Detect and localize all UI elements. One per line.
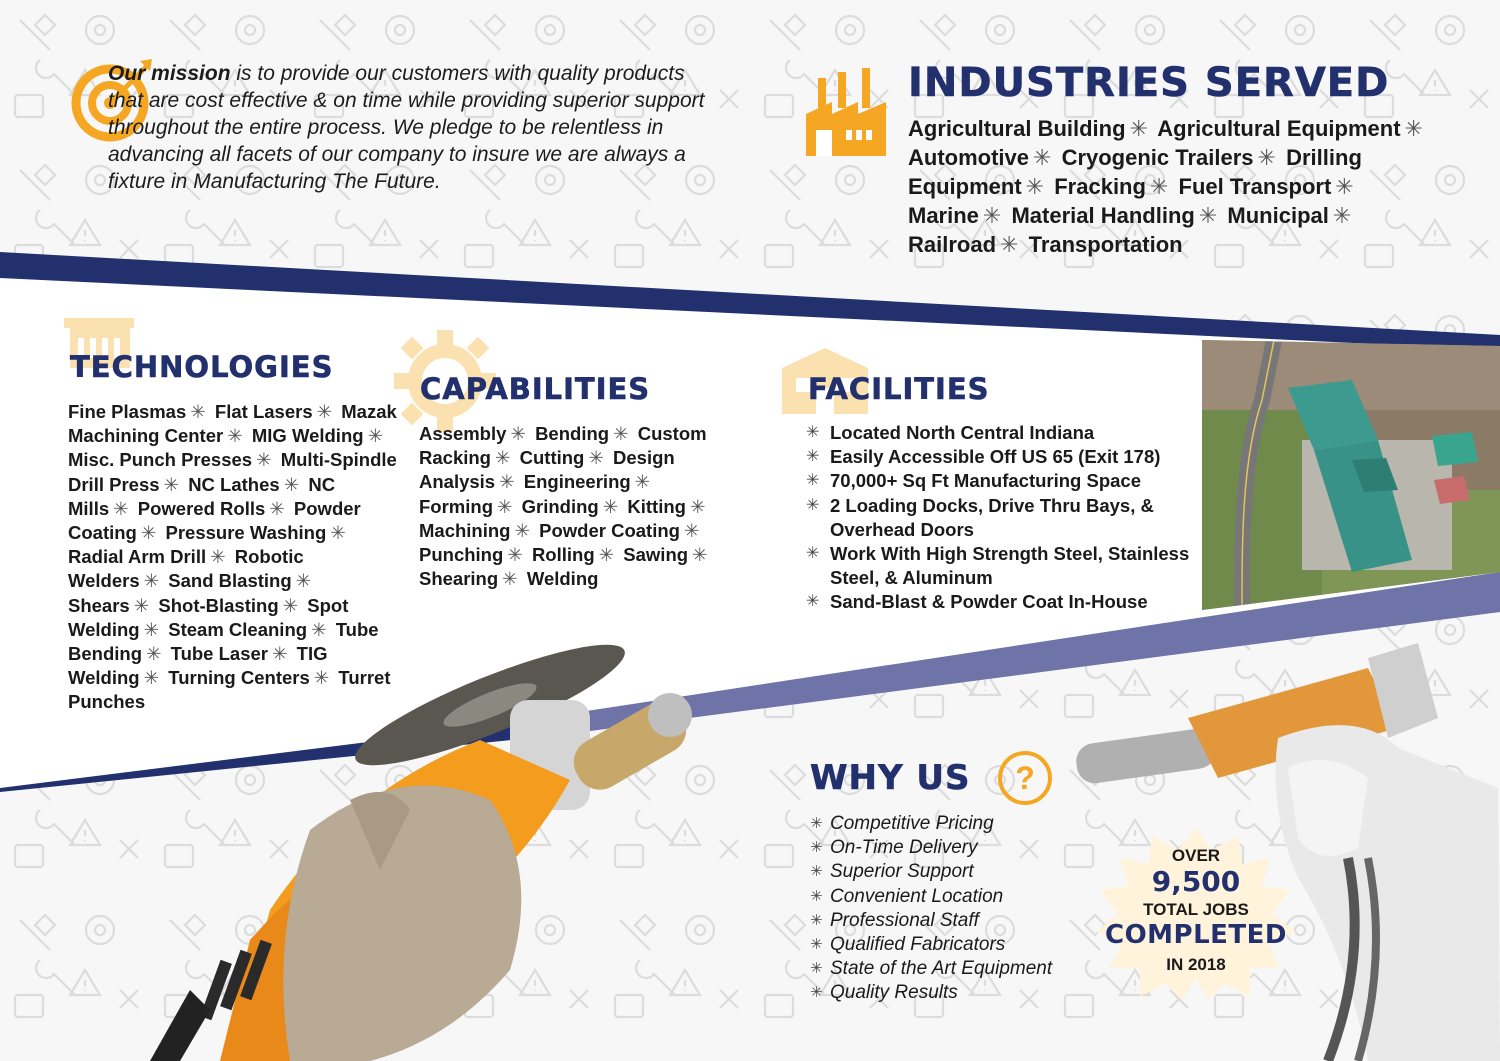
asterisk-separator-icon: ✳ [502,568,518,590]
technology-item: Tube Bending [68,618,379,665]
asterisk-separator-icon: ✳ [367,425,384,447]
asterisk-separator-icon: ✳ [140,522,157,544]
angle-grinder-photo [150,610,710,1061]
technology-item: Turret Punches [68,667,391,713]
industry-item: Agricultural Equipment [1157,116,1401,141]
why-us-item: ✳ Quality Results [810,981,1110,1005]
asterisk-separator-icon: ✳ [313,667,330,689]
mission-text: is to provide our customers with quality products that are cost effective & on time while providing superior support throughout the entire process. We pledge to be relentless in advancing all facets of our company to insure we are always a fixture in Manufacturing The Future. [108,62,705,193]
jobs-completed-badge [1090,828,1302,1000]
capability-item: Assembly [419,423,507,444]
asterisk-separator-icon: ✳ [1198,203,1218,228]
asterisk-separator-icon: ✳ [1404,116,1423,141]
asterisk-separator-icon: ✳ [133,594,150,616]
capabilities-list [419,422,729,591]
technology-item: Powered Rolls [137,497,266,519]
asterisk-separator-icon: ✳ [982,203,1002,228]
asterisk-separator-icon: ✳ [683,519,700,541]
asterisk-separator-icon: ✳ [588,447,604,469]
asterisk-separator-icon: ✳ [1129,116,1148,141]
technology-item: NC Lathes [188,473,280,495]
technology-item: Fine Plasmas [68,401,187,422]
capability-item: Rolling [531,544,595,566]
asterisk-separator-icon: ✳ [634,471,651,493]
facility-item: ✳ Located North Central Indiana [806,421,1196,445]
capabilities-title: CAPABILITIES [420,372,651,406]
industry-item: Fuel Transport [1178,174,1332,199]
badge-year: IN 2018 [1166,955,1226,974]
asterisk-separator-icon: ✳ [598,544,615,566]
asterisk-separator-icon: ✳ [311,618,327,640]
asterisk-separator-icon: ✳ [494,447,511,469]
asterisk-separator-icon: ✳ [146,643,162,665]
capability-item: Engineering [523,471,631,493]
facility-aerial-photo [1202,340,1500,610]
technology-item: Multi-Spindle Drill Press [68,449,397,495]
why-us-item: ✳ Professional Staff [810,909,1110,933]
industry-item: Marine [908,203,979,228]
industries-list [908,114,1448,259]
asterisk-separator-icon: ✳ [269,497,285,519]
capability-item: Forming [419,495,493,517]
capability-item: Cutting [519,447,585,469]
industry-item: Railroad [908,232,997,257]
technology-item: Shears [68,594,130,616]
asterisk-separator-icon: ✳ [689,495,706,517]
technology-item: Shot-Blasting [158,594,279,616]
asterisk-separator-icon: ✳ [143,618,160,640]
facility-item: ✳ 2 Loading Docks, Drive Thru Bays, & Overhead Doors [806,494,1196,542]
asterisk-separator-icon: ✳ [163,473,180,495]
capability-item: Welding [526,568,599,590]
technology-item: TIG Welding [68,643,328,689]
badge-completed: COMPLETED [1104,920,1288,950]
facility-item: ✳ Sand-Blast & Powder Coat In-House [806,590,1196,614]
why-us-list [810,812,1110,1006]
asterisk-separator-icon: ✳ [1000,232,1019,257]
capability-item: Shearing [419,568,499,590]
why-us-item: ✳ Convenient Location [810,885,1110,909]
asterisk-separator-icon: ✳ [499,471,515,493]
asterisk-separator-icon: ✳ [1332,203,1352,228]
mission-lead: Our mission [108,62,231,85]
facility-item: ✳ Work With High Strength Steel, Stainless Steel, & Aluminum [806,542,1196,590]
technology-item: Spot Welding [68,594,349,640]
technology-item: Pressure Washing [165,522,327,544]
badge-over: OVER [1171,846,1221,865]
capability-item: Machining [419,519,511,541]
asterisk-separator-icon: ✳ [497,495,513,517]
capability-item: Sawing [623,544,689,566]
capability-item: Grinding [521,495,599,517]
capability-item: Design Analysis [419,447,675,493]
why-us-item: ✳ Competitive Pricing [810,812,1110,836]
asterisk-separator-icon: ✳ [227,425,243,447]
asterisk-separator-icon: ✳ [283,473,300,495]
badge-number: 9,500 [1151,865,1241,898]
technology-item: Tube Laser [170,643,268,665]
asterisk-separator-icon: ✳ [692,544,708,566]
facility-item: ✳ 70,000+ Sq Ft Manufacturing Space [806,469,1196,493]
asterisk-separator-icon: ✳ [282,594,299,616]
industry-item: Transportation [1028,232,1183,257]
asterisk-separator-icon: ✳ [190,401,206,422]
asterisk-separator-icon: ✳ [1335,174,1354,199]
asterisk-separator-icon: ✳ [113,497,129,519]
industry-item: Agricultural Building [908,116,1126,141]
factory-icon [806,68,896,156]
technology-item: Sand Blasting [168,570,292,592]
technology-item: Turning Centers [168,667,310,689]
asterisk-separator-icon: ✳ [143,667,160,689]
asterisk-separator-icon: ✳ [1149,174,1169,199]
capability-item: Punching [419,544,504,566]
technology-item: MIG Welding [251,425,364,447]
asterisk-separator-icon: ✳ [330,522,346,544]
why-us-item: ✳ State of the Art Equipment [810,957,1110,981]
industries-title: INDUSTRIES SERVED [908,60,1390,106]
mission-statement [108,60,708,195]
asterisk-separator-icon: ✳ [1025,174,1045,199]
industry-item: Municipal [1227,203,1329,228]
asterisk-separator-icon: ✳ [507,544,523,566]
capability-item: Bending [535,423,610,444]
technology-item: Powder Coating [68,497,361,544]
capability-item: Kitting [627,495,686,517]
technology-item: NC Mills [68,473,336,519]
industry-item: Automotive [908,145,1029,170]
industry-item: Material Handling [1011,203,1195,228]
asterisk-separator-icon: ✳ [514,519,530,541]
asterisk-separator-icon: ✳ [510,423,526,444]
industry-item: Cryogenic Trailers [1061,145,1254,170]
why-us-item: ✳ Qualified Fabricators [810,933,1110,957]
question-mark-icon: ? [998,751,1052,805]
asterisk-separator-icon: ✳ [613,423,629,444]
asterisk-separator-icon: ✳ [295,570,312,592]
technology-item: Radial Arm Drill [68,546,207,568]
asterisk-separator-icon: ✳ [210,546,226,568]
asterisk-separator-icon: ✳ [1257,145,1276,170]
facilities-title: FACILITIES [808,372,990,406]
facilities-list [806,421,1196,615]
industry-item: Fracking [1054,174,1146,199]
industry-item: Drilling Equipment [908,145,1362,199]
technology-item: Misc. Punch Presses [68,449,253,471]
technology-item: Steam Cleaning [168,618,308,640]
technology-item: Flat Lasers [214,401,313,422]
technology-item: Mazak Machining Center [68,401,397,447]
technology-item: Robotic Welders [68,546,304,592]
badge-total-jobs: TOTAL JOBS [1143,900,1249,919]
asterisk-separator-icon: ✳ [256,449,272,471]
asterisk-separator-icon: ✳ [1033,145,1052,170]
technologies-title: TECHNOLOGIES [70,350,334,384]
capability-item: Powder Coating [539,519,680,541]
why-us-item: ✳ On-Time Delivery [810,836,1110,860]
asterisk-separator-icon: ✳ [271,643,288,665]
why-us-title: WHY US [810,758,971,798]
facility-item: ✳ Easily Accessible Off US 65 (Exit 178) [806,445,1196,469]
asterisk-separator-icon: ✳ [316,401,333,422]
asterisk-separator-icon: ✳ [602,495,619,517]
capability-item: Custom Racking [419,423,707,469]
asterisk-separator-icon: ✳ [143,570,160,592]
why-us-item: ✳ Superior Support [810,860,1110,884]
